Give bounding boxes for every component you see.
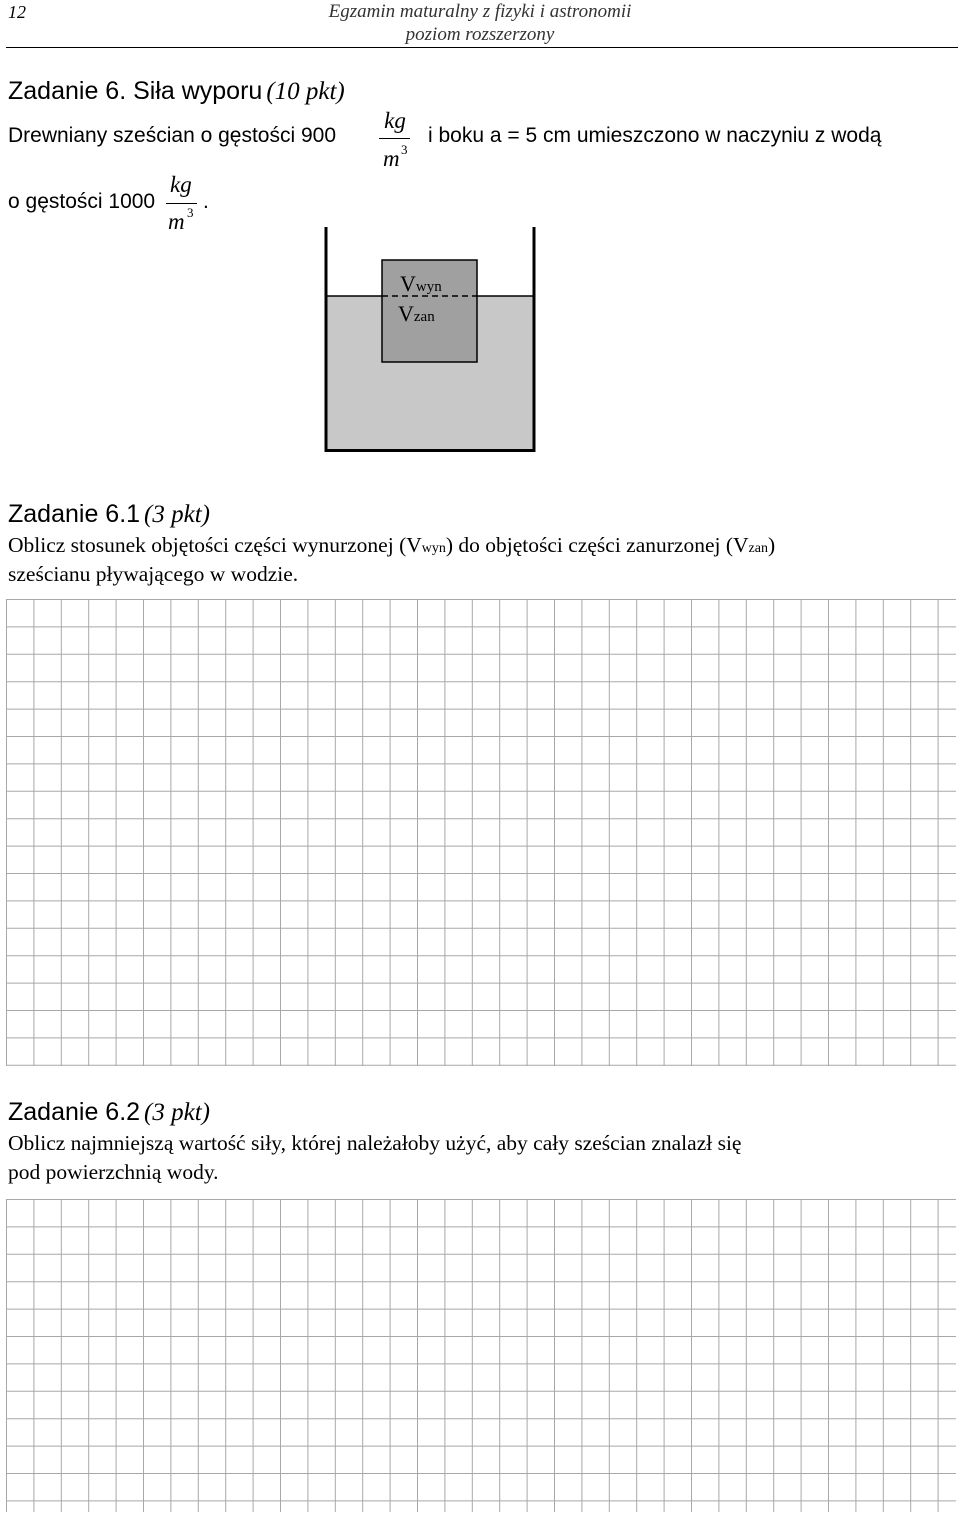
vessel-diagram <box>320 222 542 454</box>
unit-denominator-2: m <box>168 209 185 234</box>
subtask-2-line-2: pod powierzchnią wody. <box>8 1160 219 1184</box>
exam-header-title: Egzamin maturalny z fizyki i astronomii <box>328 1 632 22</box>
subtask-1-title <box>8 500 210 529</box>
intro-text-3: o gęstości 1000 <box>8 190 156 213</box>
subtask-1-points: (3 pkt) <box>144 501 210 528</box>
subtask-2-title <box>8 1098 210 1127</box>
intro-text-1: Drewniany sześcian o gęstości 900 <box>8 124 337 147</box>
unit-exponent-1: 3 <box>401 142 408 157</box>
label-v-wyn: Vwyn <box>400 271 442 296</box>
header-rule <box>6 47 958 48</box>
subtask-1-line-2: sześcianu pływającego w wodzie. <box>8 562 299 586</box>
subtask-2-points: (3 pkt) <box>144 1099 210 1126</box>
page-number: 12 <box>8 2 26 22</box>
subtask-2-title-main: Zadanie 6.2 <box>8 1098 141 1126</box>
intro-text-2: i boku a = 5 cm umieszczono w naczyniu z wodą <box>428 124 882 147</box>
subtask-1-title-main: Zadanie 6.1 <box>8 500 141 528</box>
unit-exponent-2: 3 <box>187 205 194 220</box>
task-title-points: (10 pkt) <box>266 78 345 105</box>
unit-numerator: kg <box>384 108 406 133</box>
subtask-2-line-1: Oblicz najmniejszą wartość siły, której należałoby użyć, aby cały sześcian znalazł się <box>8 1131 742 1155</box>
task-title <box>8 77 345 106</box>
intro-period: . <box>203 190 209 213</box>
exam-header-level: poziom rozszerzony <box>405 24 555 45</box>
unit-numerator-2: kg <box>170 172 192 197</box>
subtask-1-line-1: Oblicz stosunek objętości części wynurzonej (Vwyn) do objętości części zanurzonej (Vzan) <box>8 533 776 557</box>
task-title-main: Zadanie 6. Siła wyporu <box>8 77 263 105</box>
answer-grid-1[interactable] <box>6 599 956 1066</box>
answer-grid-2[interactable] <box>6 1199 956 1512</box>
density-unit-fraction-1 <box>380 108 410 134</box>
fraction-bar-2 <box>166 203 197 204</box>
label-v-zan: Vzan <box>398 301 435 326</box>
unit-denominator-1: m <box>383 146 400 171</box>
fraction-bar-1 <box>379 138 410 139</box>
